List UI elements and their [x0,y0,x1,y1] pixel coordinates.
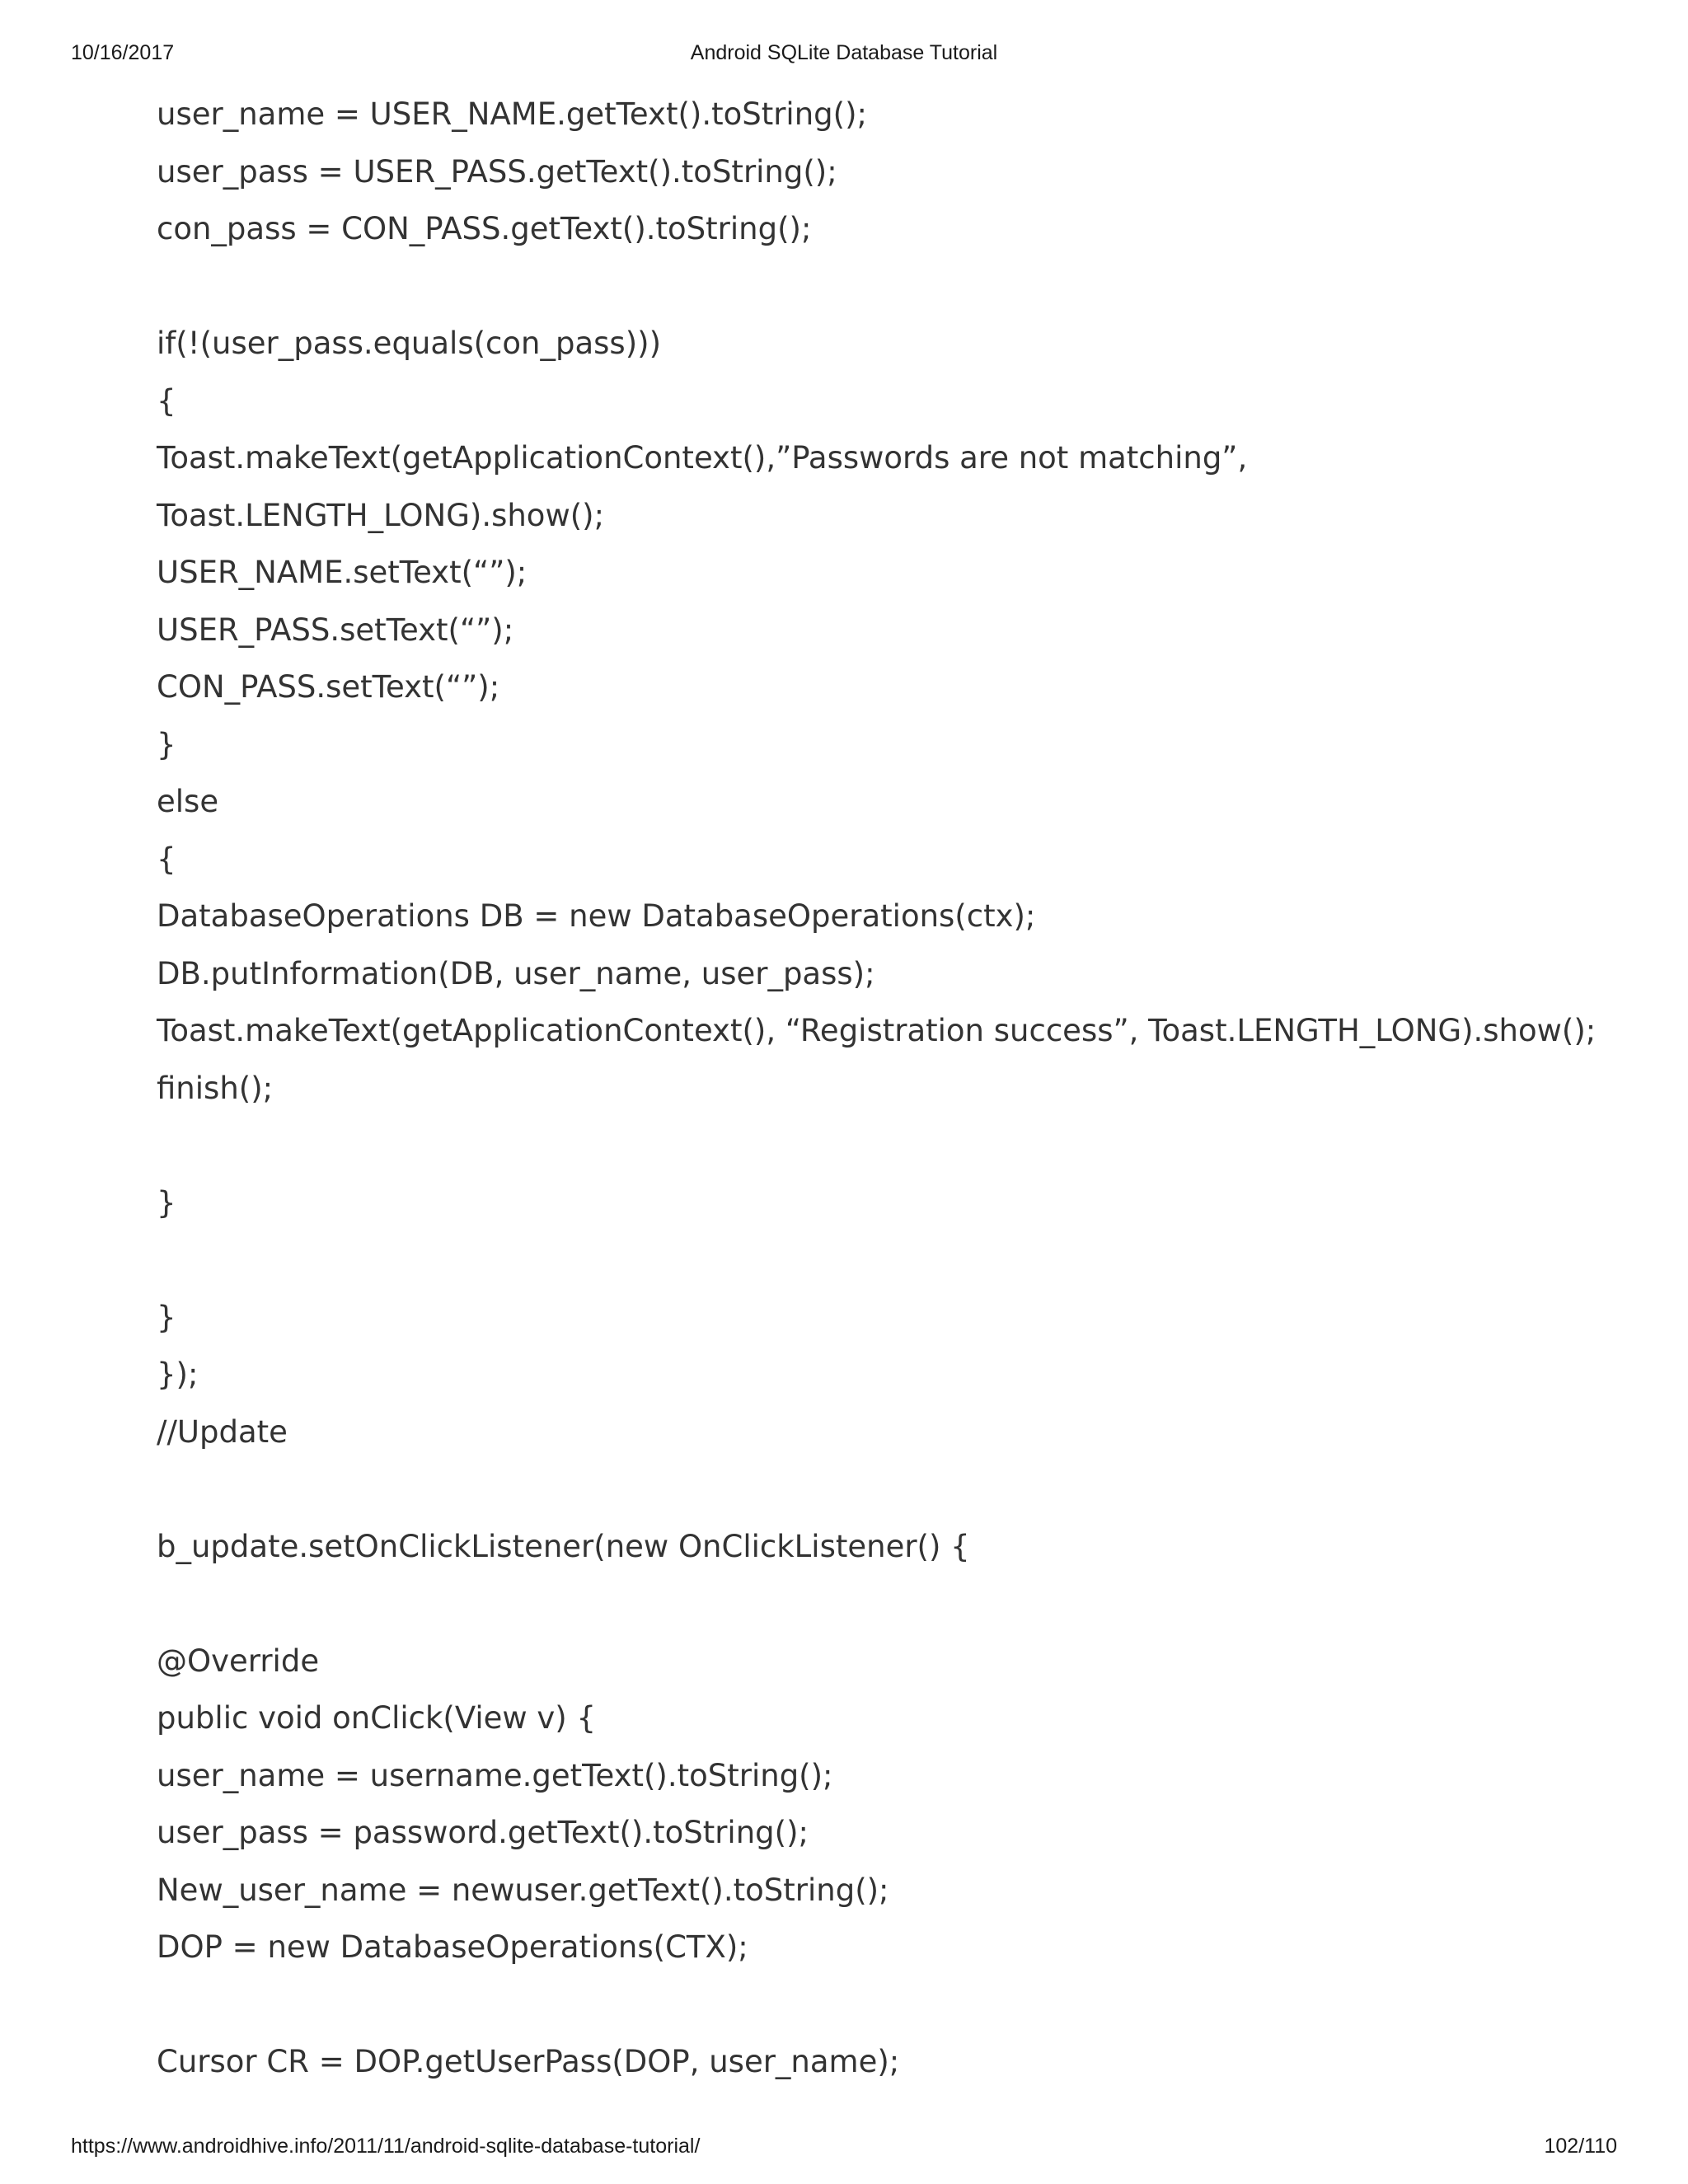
code-line: user_pass = USER_PASS.getText().toString(); [157,153,837,190]
code-line: user_name = USER_NAME.getText().toString(); [157,96,867,132]
code-line: user_name = username.getText().toString(); [157,1757,833,1793]
code-line: public void onClick(View v) { [157,1700,597,1736]
code-line: con_pass = CON_PASS.getText().toString(); [157,211,812,246]
page-number: 102/110 [1544,2135,1617,2158]
code-body [157,86,1607,2091]
code-line: @Override [157,1643,320,1679]
code-line: Toast.makeText(getApplicationContext(), “Registration success”, Toast.LENGTH_LONG).show(); [157,1013,1597,1048]
code-line: { [157,382,176,419]
code-line: USER_NAME.setText(“”); [157,555,528,590]
code-line: { [157,841,176,877]
code-line [157,1117,1607,1174]
code-line: Cursor CR = DOP.getUserPass(DOP, user_name); [157,2044,900,2079]
code-line: DOP = new DatabaseOperations(CTX); [157,1929,748,1965]
code-line: b_update.setOnClickListener(new OnClickListener() { [157,1528,970,1564]
page-title: Android SQLite Database Tutorial [690,41,998,64]
code-line: user_pass = password.getText().toString(); [157,1815,809,1850]
code-line: if(!(user_pass.equals(con_pass))) [157,326,661,361]
code-line: Toast.LENGTH_LONG).show(); [157,497,605,533]
code-line: CON_PASS.setText(“”); [157,669,500,705]
code-line: Toast.makeText(getApplicationContext(),”Passwords are not matching”, [157,440,1248,476]
code-line: USER_PASS.setText(“”); [157,612,514,648]
print-date: 10/16/2017 [71,41,175,64]
code-line: //Update [157,1413,288,1450]
code-line [157,1575,1607,1633]
code-line: } [157,1299,176,1335]
code-line: DB.putInformation(DB, user_name, user_pass); [157,955,875,991]
code-line: } [157,1184,176,1221]
code-line [157,258,1607,316]
code-line: } [157,726,176,762]
print-header [0,41,1688,74]
code-line: finish(); [157,1070,274,1106]
code-line: DatabaseOperations DB = new DatabaseOperations(ctx); [157,898,1036,934]
code-line [157,1231,1607,1289]
source-url[interactable]: https://www.androidhive.info/2011/11/android-sqlite-database-tutorial/ [71,2135,701,2158]
code-line [157,1460,1607,1518]
code-line: }); [157,1357,199,1392]
print-footer [0,2135,1688,2168]
code-line: New_user_name = newuser.getText().toString(); [157,1872,889,1908]
code-line [157,1976,1607,2034]
code-line: else [157,784,219,819]
